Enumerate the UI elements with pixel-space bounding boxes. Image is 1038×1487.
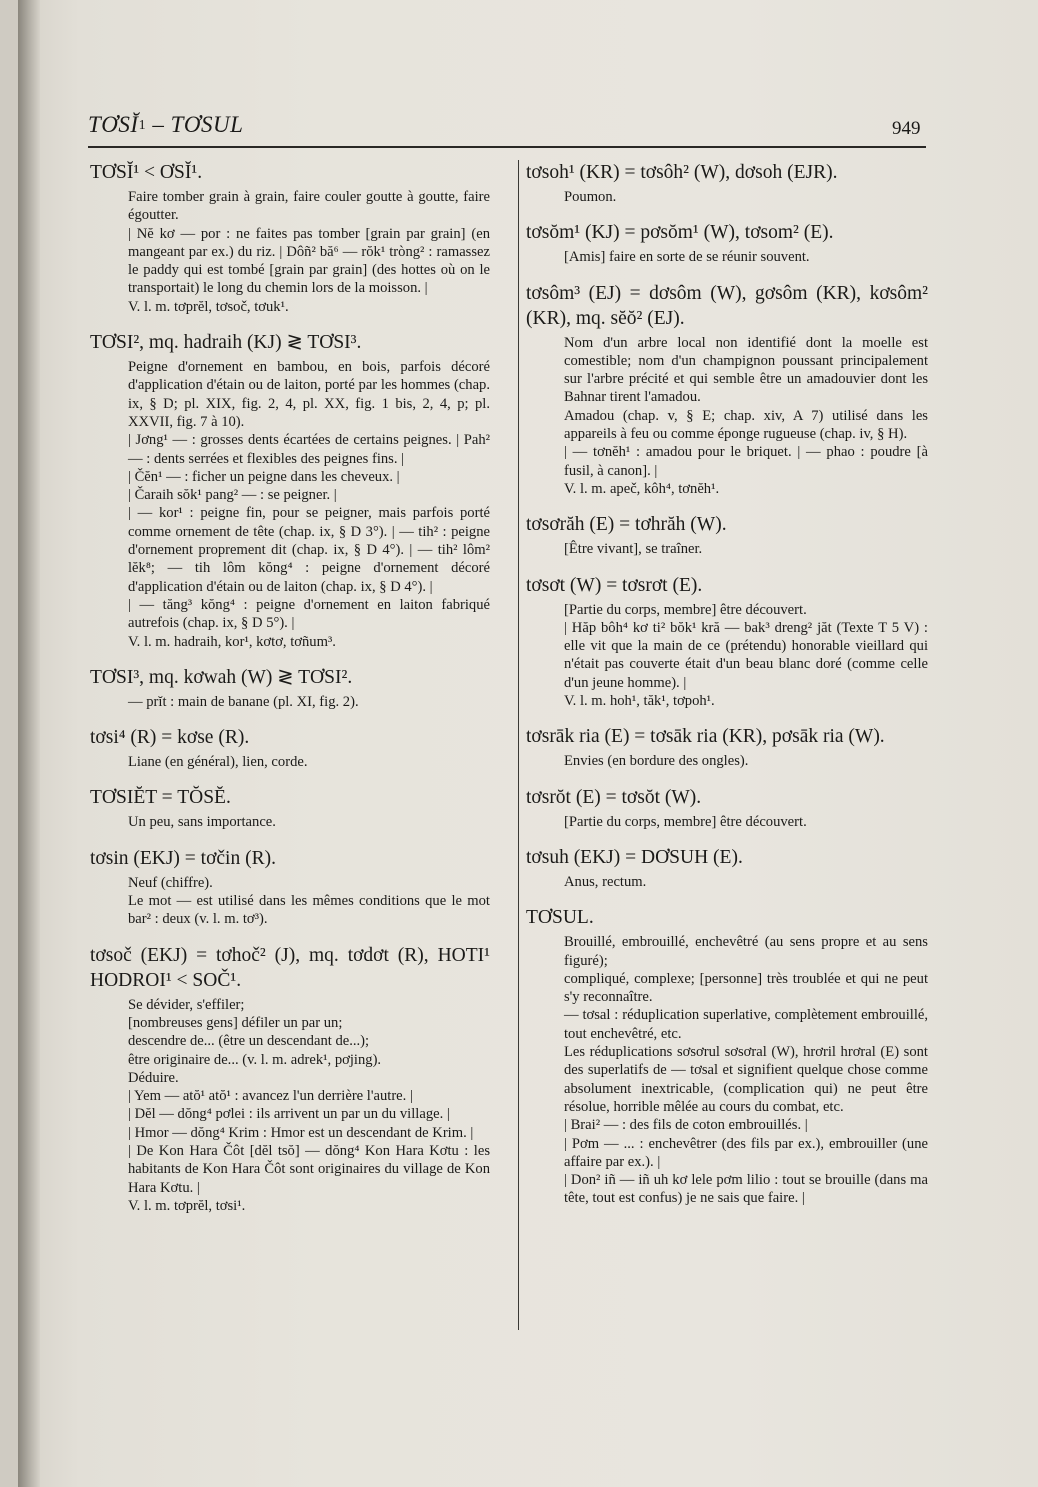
entry-definition — [526, 752, 928, 770]
dictionary-entry — [90, 725, 490, 771]
definition-line: | Yem — atŏ¹ atŏ¹ : avancez l'un derrière l'autre. | — [128, 1088, 413, 1105]
running-head-separator: – — [146, 112, 171, 137]
column-divider — [518, 160, 519, 1330]
entry-definition — [526, 601, 928, 711]
dictionary-entry — [90, 846, 490, 929]
entry-definition — [90, 693, 490, 711]
dictionary-entry — [90, 160, 490, 316]
entry-definition — [526, 188, 928, 206]
definition-line: descendre de... (être un descendant de...); — [128, 1033, 370, 1050]
header-rule — [88, 146, 926, 148]
entry-definition — [90, 753, 490, 771]
entry-definition — [90, 188, 490, 316]
entry-headword: tơsuh (EKJ) = DƠSUH (E). — [526, 846, 743, 868]
definition-line: Neuf (chiffre). — [128, 874, 213, 891]
entry-definition — [90, 813, 490, 831]
definition-line: Amadou (chap. v, § E; chap. xiv, A 7) utilisé dans les appareils à feu ou comme éponge rugueuse (chap. iv, § H). — [564, 407, 928, 443]
definition-line: V. l. m. hadraih, kor¹, kơtơ, tơñum³. — [128, 633, 336, 650]
dictionary-entry — [526, 785, 928, 831]
entry-headword: tơsin (EKJ) = tơčin (R). — [90, 847, 276, 869]
definition-line: | — tăng³ kŏng⁴ : peigne d'ornement en laiton fabriqué autrefois (chap. ix, § D 5°). | — [128, 596, 490, 632]
definition-line: [Amis] faire en sorte de se réunir souvent. — [564, 249, 810, 266]
definition-line: [Partie du corps, membre] être découvert. — [564, 813, 807, 830]
dictionary-page — [18, 0, 1038, 1487]
page-number: 949 — [892, 118, 921, 139]
definition-line: Les réduplications sơsơrul sơsơral (W), hrơril hrơral (E) sont des superlatifs de — tơsal et signifient quelque chose comme absolument inextricable, (complication qui) ne peut être résolue, horrible mêlée au cours du combat, etc. — [564, 1044, 928, 1115]
entry-definition — [526, 248, 928, 266]
definition-line: Poumon. — [564, 189, 617, 205]
definition-line: | Pơm — ... : enchevêtrer (des fils par ex.), embrouiller (une affaire par ex.). | — [564, 1135, 928, 1170]
entry-headword: tơsơrăh (E) = tơhrăh (W). — [526, 514, 727, 536]
entry-definition — [526, 334, 928, 499]
entry-headword: tơsoč (EKJ) = tơhoč² (J), mq. tơdơt (R), HOTI¹ HODROI¹ < SOČ¹. — [90, 944, 490, 991]
dictionary-entry — [90, 943, 490, 1216]
entry-headword: TƠSĬ¹ < ƠSĬ¹. — [90, 162, 203, 183]
entry-definition — [526, 540, 928, 558]
definition-line: | Čĕn¹ — : ficher un peigne dans les cheveux. | — [128, 468, 400, 485]
entry-definition — [526, 813, 928, 831]
entry-headword: tơsrŏt (E) = tơsŏt (W). — [526, 786, 702, 808]
definition-line: V. l. m. tơprĕl, tơsoč, tơuk¹. — [128, 298, 289, 315]
left-column — [90, 160, 490, 1229]
running-head-first: TƠSĬ — [88, 112, 139, 137]
entry-headword: TƠSI³, mq. kơwah (W) ≷ TƠSI². — [90, 666, 353, 688]
definition-line: [nombreuses gens] défiler un par un; — [128, 1014, 343, 1031]
definition-line: | Don² iñ — iñ uh kơ lele pơm lilio : tout se brouille (dans ma tête, tout est confus) je ne sais que faire. | — [564, 1172, 928, 1207]
entry-definition — [90, 874, 490, 929]
definition-line: — prĭt : main de banane (pl. XI, fig. 2). — [128, 693, 359, 710]
right-column — [526, 160, 928, 1222]
dictionary-entry — [526, 220, 928, 266]
entry-headword: tơsôm³ (EJ) = dơsôm (W), gơsôm (KR), kơsôm² (KR), mq. sĕŏ² (EJ). — [526, 282, 928, 329]
dictionary-entry — [90, 665, 490, 711]
entry-definition — [526, 933, 928, 1207]
entry-headword: tơsoh¹ (KR) = tơsôh² (W), dơsoh (EJR). — [526, 162, 838, 183]
definition-line: être originaire de... (v. l. m. adrek¹, pơjing). — [128, 1051, 382, 1068]
running-head-first-sup: 1 — [138, 118, 147, 133]
definition-line: | Hmor — dŏng⁴ Krim : Hmor est un descendant de Krim. | — [128, 1124, 474, 1141]
definition-line: | De Kon Hara Čôt [dĕl tsŏ] — dŏng⁴ Kon Hara Kơtu : les habitants de Kon Hara Čôt sont originaires du village de Kon Hara Kơtu. | — [128, 1142, 490, 1196]
dictionary-entry — [526, 281, 928, 499]
definition-line: V. l. m. hoh¹, tăk¹, tơpoh¹. — [564, 693, 715, 710]
definition-line: Nom d'un arbre local non identifié dont la moelle est comestible; nom d'un champignon poussant principalement sur l'arbre précité et qui semble être un amadouvier dont les Bahnar tirent l'amadou. — [564, 334, 928, 406]
definition-line: compliqué, complexe; [personne] très troublée et qui ne peut s'y reconnaître. — [564, 970, 928, 1006]
definition-line: V. l. m. apeč, kôh⁴, tơnĕh¹. — [564, 480, 720, 497]
dictionary-entry — [526, 512, 928, 558]
definition-line: | — kor¹ : peigne fin, pour se peigner, mais parfois porté comme ornement de tête (chap. ix, § D 3°). | — tih² : peigne d'ornement proprement dit (chap. ix, § D 4°). | — tih² lôm² lĕk⁸; — tih lôm kŏng⁴ : peigne d'ornement décoré d'application d'étain ou de laiton (chap. ix, § D 4°). | — [128, 505, 490, 595]
definition-line: | — tơnĕh¹ : amadou pour le briquet. | — phao : poudre [à fusil, à canon]. | — [564, 444, 928, 479]
definition-line: | Hăp bôh⁴ kơ ti² bŏk¹ kră — bak³ dreng² jăt (Texte T 5 V) : elle vit que la main de ce (prétendu) honorable vieillard qui n'était pas couverte était d'un beau blanc doré (comme celle d'un jeune homme). | — [564, 619, 928, 691]
definition-line: [Être vivant], se traîner. — [564, 541, 703, 558]
entry-headword: tơsŏm¹ (KJ) = pơsŏm¹ (W), tơsom² (E). — [526, 222, 834, 244]
definition-line: Anus, rectum. — [564, 873, 647, 890]
dictionary-entry — [90, 330, 490, 651]
definition-line: — tơsal : réduplication superlative, complètement embrouillé, tout enchevêtré, etc. — [564, 1007, 928, 1042]
definition-line: | Nĕ kơ — por : ne faites pas tomber [grain par grain] (en mangeant par ex.) du riz. | Dôñ² bă⁶ — rŏk¹ tròng² : ramassez le paddy qui est tombé [grain par grain] (des hottes où on le transportait) le long du chemin lors de la moisson. | — [128, 225, 490, 297]
dictionary-entry — [526, 724, 928, 770]
dictionary-entry — [526, 845, 928, 891]
running-head — [88, 112, 243, 138]
entry-headword: tơsi⁴ (R) = kơse (R). — [90, 727, 250, 749]
dictionary-entry — [526, 573, 928, 711]
definition-line: | Jơng¹ — : grosses dents écartées de certains peignes. | Pah² — : dents serrées et flexibles des peignes fins. | — [128, 432, 490, 467]
definition-line: Déduire. — [128, 1069, 179, 1086]
entry-definition — [90, 996, 490, 1216]
entry-definition — [90, 358, 490, 651]
definition-line: Se dévider, s'effiler; — [128, 996, 245, 1013]
definition-line: Le mot — est utilisé dans les mêmes conditions que le mot bar² : deux (v. l. m. tơ³). — [128, 893, 490, 928]
book-spine-shadow — [18, 0, 40, 1487]
definition-line: Envies (en bordure des ongles). — [564, 753, 749, 770]
entry-headword: TƠSUL. — [526, 907, 594, 929]
dictionary-entry — [526, 905, 928, 1207]
entry-definition — [526, 873, 928, 891]
definition-line: Un peu, sans importance. — [128, 814, 276, 831]
dictionary-entry — [90, 785, 490, 831]
definition-line: | Čaraih sŏk¹ pang² — : se peigner. | — [128, 487, 337, 504]
entry-headword: tơsơt (W) = tơsrơt (E). — [526, 574, 703, 596]
definition-line: | Dĕl — dŏng⁴ pơlei : ils arrivent un par un du village. | — [128, 1106, 450, 1123]
entry-headword: TƠSI², mq. hadraih (KJ) ≷ TƠSI³. — [90, 332, 362, 354]
definition-line: [Partie du corps, membre] être découvert. — [564, 601, 807, 618]
definition-line: Peigne d'ornement en bambou, en bois, parfois décoré d'application d'étain ou de laiton, porté par les hommes (chap. ix, § D; pl. XIX, fig. 2, 4, pl. XX, fig. 1 bis, 2, 4, p; pl. XXVII, fig. 7 à 10). — [128, 359, 490, 430]
definition-line: Faire tomber grain à grain, faire couler goutte à goutte, faire égoutter. — [128, 189, 490, 224]
entry-headword: TƠSIĔT = TŎSĔ. — [90, 787, 231, 809]
running-head-last: TƠSUL — [170, 112, 244, 137]
dictionary-entry — [526, 160, 928, 206]
definition-line: V. l. m. tơprĕl, tơsi¹. — [128, 1197, 246, 1214]
entry-headword: tơsrāk ria (E) = tơsāk ria (KR), pơsāk ria (W). — [526, 726, 885, 748]
definition-line: Liane (en général), lien, corde. — [128, 754, 308, 771]
definition-line: Brouillé, embrouillé, enchevêtré (au sens propre et au sens figuré); — [564, 934, 928, 969]
definition-line: | Brai² — : des fils de coton embrouillés. | — [564, 1117, 808, 1134]
